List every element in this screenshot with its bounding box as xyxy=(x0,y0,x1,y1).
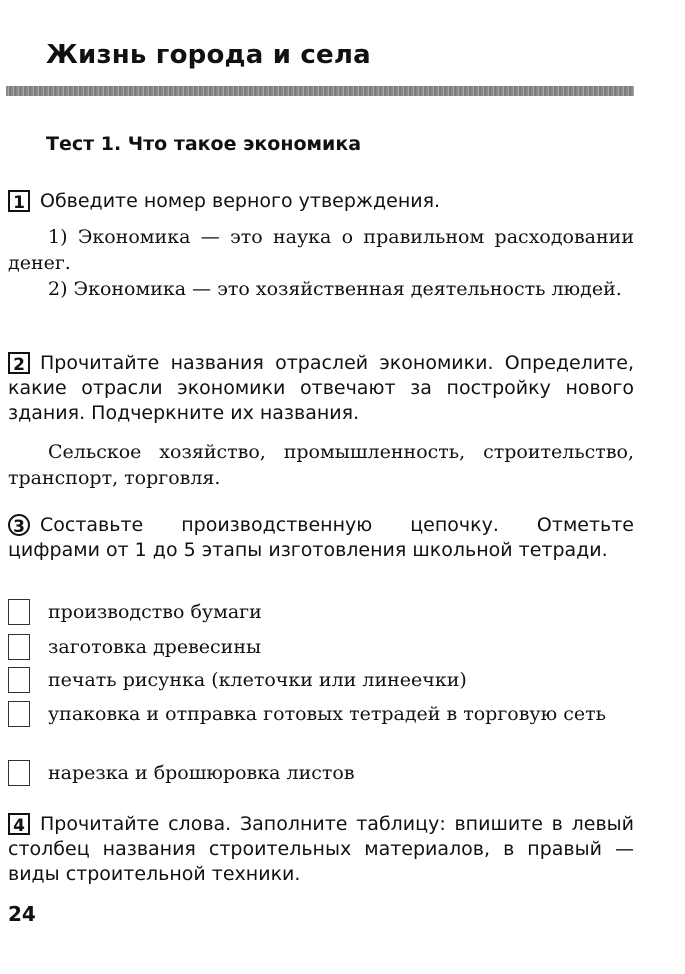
title-divider xyxy=(6,86,634,96)
statement-2: 2) Экономика — это хозяйственная деятельность людей. xyxy=(48,278,622,300)
industries-list: Сельское хозяйство, промышленность, строительство, транспорт, торговля. xyxy=(8,441,634,489)
order-input-box[interactable] xyxy=(8,701,30,727)
chain-item-label: заготовка древесины xyxy=(48,636,262,658)
task-1-instruction xyxy=(8,189,634,214)
test-title: Тест 1. Что такое экономика xyxy=(46,133,362,155)
task-instruction-text: Обведите номер верного утверждения. xyxy=(40,190,441,212)
chain-item xyxy=(8,760,634,786)
task-2-text xyxy=(8,439,634,491)
order-input-box[interactable] xyxy=(8,599,30,625)
task-instruction-text: Прочитайте слова. Заполните таблицу: впишите в левый столбец названия строительных материалов, в правый — виды строительной техники. xyxy=(8,813,634,885)
chain-item xyxy=(8,701,634,727)
chain-item xyxy=(8,599,634,625)
page-title: Жизнь города и села xyxy=(46,40,371,70)
task-number-badge: 4 xyxy=(8,813,30,835)
order-input-box[interactable] xyxy=(8,760,30,786)
task-number-badge: 2 xyxy=(8,352,30,374)
page-number: 24 xyxy=(8,902,36,926)
statement-1: 1) Экономика — это наука о правильном расходовании денег. xyxy=(8,226,634,274)
chain-item-label: печать рисунка (клеточки или линеечки) xyxy=(48,669,467,691)
task-number-badge: 1 xyxy=(8,190,30,212)
chain-item-label: упаковка и отправка готовых тетрадей в торговую сеть xyxy=(48,703,606,725)
task-1-statements xyxy=(8,224,634,302)
order-input-box[interactable] xyxy=(8,667,30,693)
task-instruction-text: Составьте производственную цепочку. Отметьте цифрами от 1 до 5 этапы изготовления школьной тетради. xyxy=(8,514,634,561)
task-4-instruction xyxy=(8,812,634,887)
task-number-badge: 3 xyxy=(8,514,30,536)
chain-item-label: производство бумаги xyxy=(48,601,262,623)
order-input-box[interactable] xyxy=(8,634,30,660)
task-2-instruction xyxy=(8,351,634,426)
chain-item-label: нарезка и брошюровка листов xyxy=(48,762,355,784)
task-3-instruction xyxy=(8,513,634,563)
chain-item xyxy=(8,634,634,660)
task-instruction-text: Прочитайте названия отраслей экономики. Определите, какие отрасли экономики отвечают за постройку нового здания. Подчеркните их названия. xyxy=(8,352,634,424)
chain-item xyxy=(8,667,634,693)
